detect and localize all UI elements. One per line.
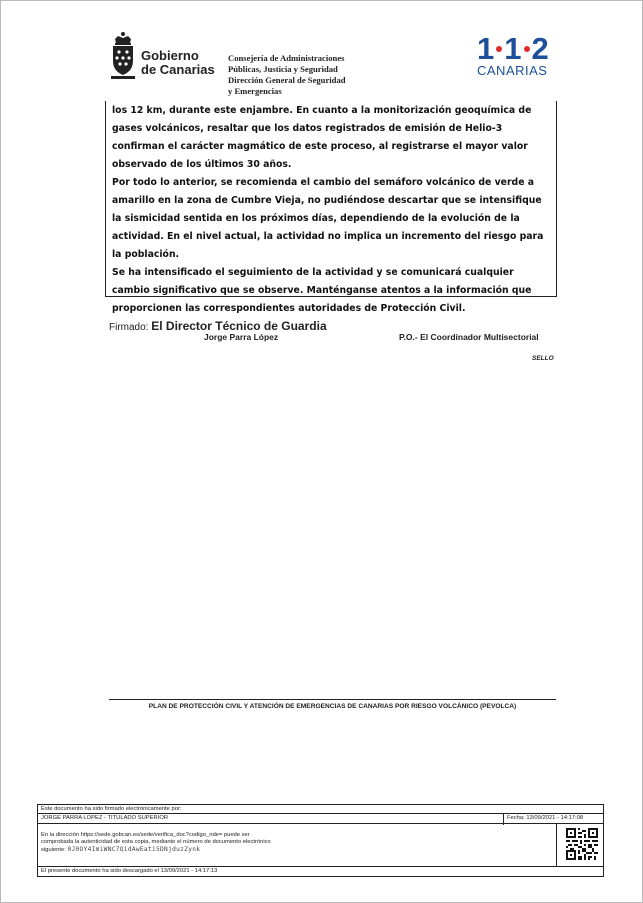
paragraph-2: Por todo lo anterior, se recomienda el cambio del semáforo volcánico de verde a amarillo en la zona de Cumbre Vieja, no pudiéndose descartar que se intensifique la sismicidad sentida en los próximos días, dependiendo de la evolución de la actividad. En el nivel actual, la actividad no implica un incremento del riesgo para la población. (112, 177, 544, 260)
verification-instructions (41, 832, 281, 854)
department-name (228, 53, 346, 97)
verification-row (38, 824, 603, 867)
logo-112-sub: CANARIAS (477, 63, 548, 78)
canarias-coat-of-arms-icon (109, 31, 137, 81)
paragraph-1: los 12 km, durante este enjambre. En cuanto a la monitorización geoquímica de gases volcánicos, resaltar que los datos registrados de emisión de Helio-3 confirman el carácter magmático de este proceso, al registrarse el mayor valor observado de los últimos 30 años. (112, 105, 532, 170)
direccion-line-2: y Emergencias (228, 86, 282, 96)
gov-line-1: Gobierno (141, 48, 199, 63)
qr-cell (556, 824, 605, 866)
download-note: El presente documento ha sido descargado el 13/09/2021 - 14:17:13 (41, 868, 218, 874)
seal-label: SELLO (532, 355, 554, 362)
qr-code-icon[interactable] (566, 828, 598, 860)
coordinator-label: P.O.- El Coordinador Multisectorial (399, 332, 539, 342)
download-row (38, 867, 603, 877)
signer-info: JORGE PARRA LOPEZ - TITULADO SUPERIOR (41, 815, 169, 821)
footer-divider (109, 699, 556, 700)
paragraph-3: Se ha intensificado el seguimiento de la actividad y se comunicará cualquier cambio significativo que se observe. Manténganse atentos a la información que proporcionen las correspondientes autoridades de Protección Civil. (112, 267, 532, 314)
signer-title: El Director Técnico de Guardia (151, 319, 327, 333)
logo-red-dot (496, 46, 502, 52)
direccion-line-1: Dirección General de Seguridad (228, 75, 346, 85)
verification-box (37, 804, 604, 877)
report-text-box (105, 101, 557, 314)
firmado-label: Firmado: (109, 322, 149, 333)
signer-row (38, 814, 603, 824)
consejeria-line-1: Consejería de Administraciones (228, 53, 345, 63)
signed-note-row (38, 805, 603, 814)
signed-note: Este documento ha sido firmado electrónicamente por: (41, 806, 182, 812)
government-name (141, 49, 215, 77)
verification-code[interactable]: 0J0OY4ImiWNC7QidAwEati5DNjduzZynk (67, 846, 201, 853)
signer-name: Jorge Parra López (204, 332, 279, 342)
signature-date: Fecha: 13/09/2021 - 14:17:08 (503, 814, 586, 825)
logo-112-number: 1 1 2 (477, 31, 549, 66)
signed-by (109, 319, 327, 333)
logo-red-dot (524, 46, 530, 52)
gov-line-2: de Canarias (141, 62, 215, 77)
consejeria-line-2: Públicas, Justicia y Seguridad (228, 64, 338, 74)
verification-text: En la dirección https://sede.gobcan.es/sede/verifica_doc?codigo_nde= puede ser comprobada la autenticidad de esta copia, mediante el número de documento electrónico siguiente: (41, 832, 271, 853)
logo-112-canarias (477, 33, 555, 78)
plan-title: PLAN DE PROTECCIÓN CIVIL Y ATENCIÓN DE EMERGENCIAS DE CANARIAS POR RIESGO VOLCÁNICO (PEVOLCA) (148, 703, 517, 710)
